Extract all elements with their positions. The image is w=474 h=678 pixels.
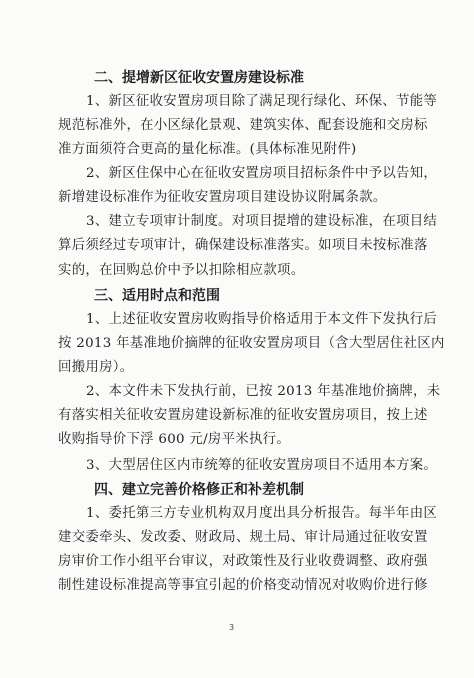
paragraph-line: 房审价工作小组平台审议，对政策性及行业收费调整、政府强 bbox=[58, 554, 428, 569]
paragraph-line: 算后须经过专项审计，确保建设标准落实。如项目未按标准落 bbox=[58, 238, 428, 253]
paragraph-line: 建交委牵头、发改委、财政局、规土局、审计局通过征收安置 bbox=[58, 530, 428, 545]
paragraph-line: 新增建设标准作为征收安置房项目建设协议附属条款。 bbox=[58, 190, 387, 205]
paragraph-line: 收购指导价下浮 600 元/房平米执行。 bbox=[58, 432, 291, 447]
paragraph-line: 2、本文件未下发执行前，已按 2013 年基准地价摘牌，未 bbox=[86, 384, 441, 399]
paragraph-line: 1、新区征收安置房项目除了满足现行绿化、环保、节能等 bbox=[86, 94, 438, 109]
page-number: 3 bbox=[229, 623, 235, 632]
paragraph-line: 回搬用房）。 bbox=[58, 360, 134, 375]
paragraph-line: 按 2013 年基准地价摘牌的征收安置房项目（含大型居住社区内 bbox=[58, 336, 445, 351]
paragraph-line: 3、建立专项审计制度。对项目提增的建设标准，在项目结 bbox=[86, 214, 438, 229]
paragraph-line: 实的，在回购总价中予以扣除相应款项。 bbox=[58, 263, 305, 278]
section-heading-2: 二、提增新区征收安置房建设标准 bbox=[94, 70, 304, 86]
paragraph-line: 有落实相关征收安置房建设新标准的征收安置房项目，按上述 bbox=[58, 408, 428, 423]
section-heading-4: 四、建立完善价格修正和补差机制 bbox=[94, 482, 304, 498]
paragraph-line: 规范标准外，在小区绿化景观、建筑实体、配套设施和交房标 bbox=[58, 118, 428, 133]
section-heading-3: 三、适用时点和范围 bbox=[94, 288, 220, 304]
paragraph-line: 制性建设标准提高等事宜引起的价格变动情况对收购价进行修 bbox=[58, 578, 428, 593]
paragraph-line: 2、新区住保中心在征收安置房项目招标条件中予以告知， bbox=[86, 166, 438, 181]
paragraph-line: 3、大型居住区内市统筹的征收安置房项目不适用本方案。 bbox=[86, 458, 438, 473]
paragraph-line: 准方面须符合更高的量化标准。(具体标准见附件) bbox=[58, 142, 357, 157]
paragraph-line: 1、上述征收安置房收购指导价格适用于本文件下发执行后 bbox=[86, 312, 438, 327]
paragraph-line: 1、委托第三方专业机构双月度出具分析报告。每半年由区 bbox=[86, 506, 438, 521]
